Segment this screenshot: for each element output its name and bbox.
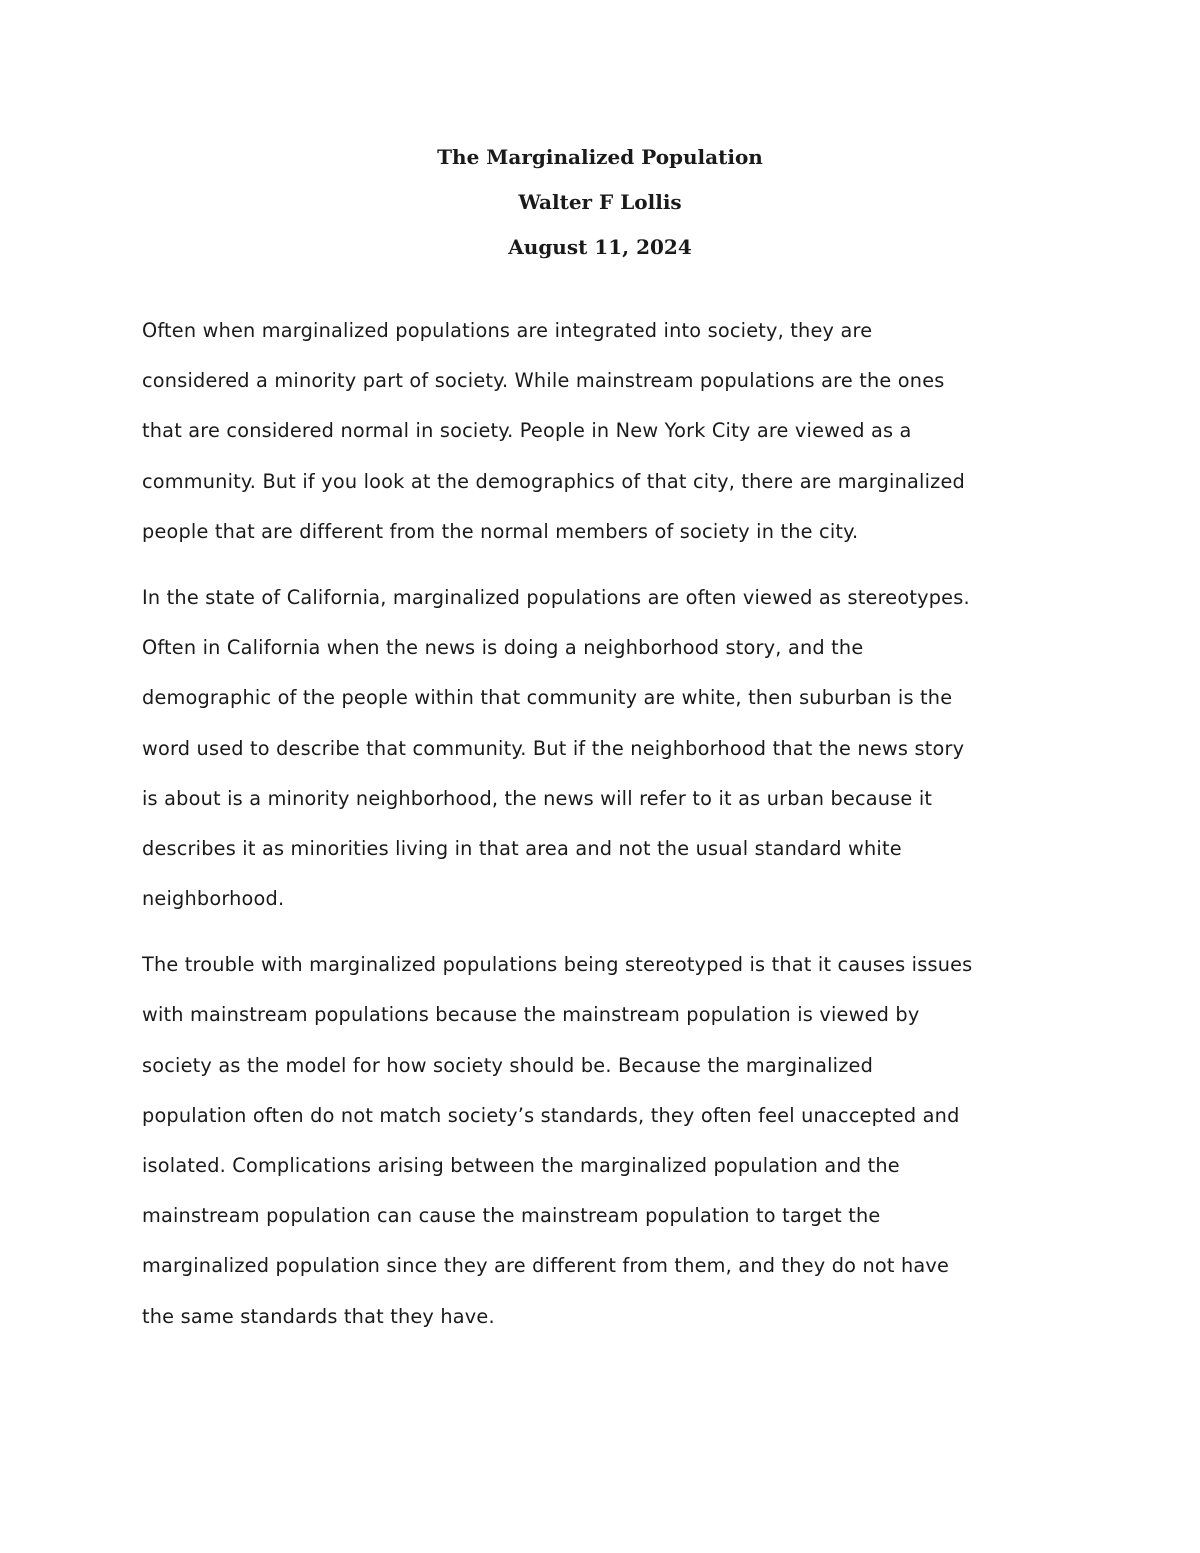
text-line: Often when marginalized populations are integrated into society, they are <box>142 319 873 342</box>
paragraph-1 <box>142 312 1062 563</box>
text-line: considered a minority part of society. While mainstream populations are the ones <box>142 369 945 393</box>
paragraph-3 <box>142 946 1062 1348</box>
text-line: the same standards that they have. <box>142 1304 495 1328</box>
text-line: population often do not match society’s standards, they often feel unaccepted and <box>142 1103 960 1127</box>
text-line: people that are different from the normal members of society in the city. <box>142 519 859 543</box>
paragraph-2 <box>142 579 1062 930</box>
text-line: with mainstream populations because the mainstream population is viewed by <box>142 1003 920 1027</box>
text-line: word used to describe that community. But if the neighborhood that the news story <box>142 736 965 760</box>
title-block <box>0 139 1200 274</box>
text-line: marginalized population since they are different from them, and they do not have <box>142 1254 950 1278</box>
document-body <box>142 312 1062 1364</box>
text-line: society as the model for how society should be. Because the marginalized <box>142 1053 874 1077</box>
author-name: Walter F Lollis <box>518 190 682 214</box>
text-line: neighborhood. <box>142 887 285 911</box>
document-date: August 11, 2024 <box>508 235 692 259</box>
text-line: describes it as minorities living in that area and not the usual standard white <box>142 836 902 860</box>
text-line: that are considered normal in society. People in New York City are viewed as a <box>142 419 912 443</box>
text-line: mainstream population can cause the mainstream population to target the <box>142 1204 881 1228</box>
document-title: The Marginalized Population <box>437 145 763 169</box>
text-line: is about is a minority neighborhood, the news will refer to it as urban because it <box>142 786 933 810</box>
text-line: isolated. Complications arising between the marginalized population and the <box>142 1154 900 1177</box>
text-line: Often in California when the news is doing a neighborhood story, and the <box>142 636 864 660</box>
text-line: The trouble with marginalized populations being stereotyped is that it causes issues <box>142 953 973 977</box>
text-line: demographic of the people within that community are white, then suburban is the <box>142 686 953 710</box>
text-line: In the state of California, marginalized populations are often viewed as stereotypes. <box>142 585 970 609</box>
text-line: community. But if you look at the demographics of that city, there are marginalized <box>142 469 965 493</box>
